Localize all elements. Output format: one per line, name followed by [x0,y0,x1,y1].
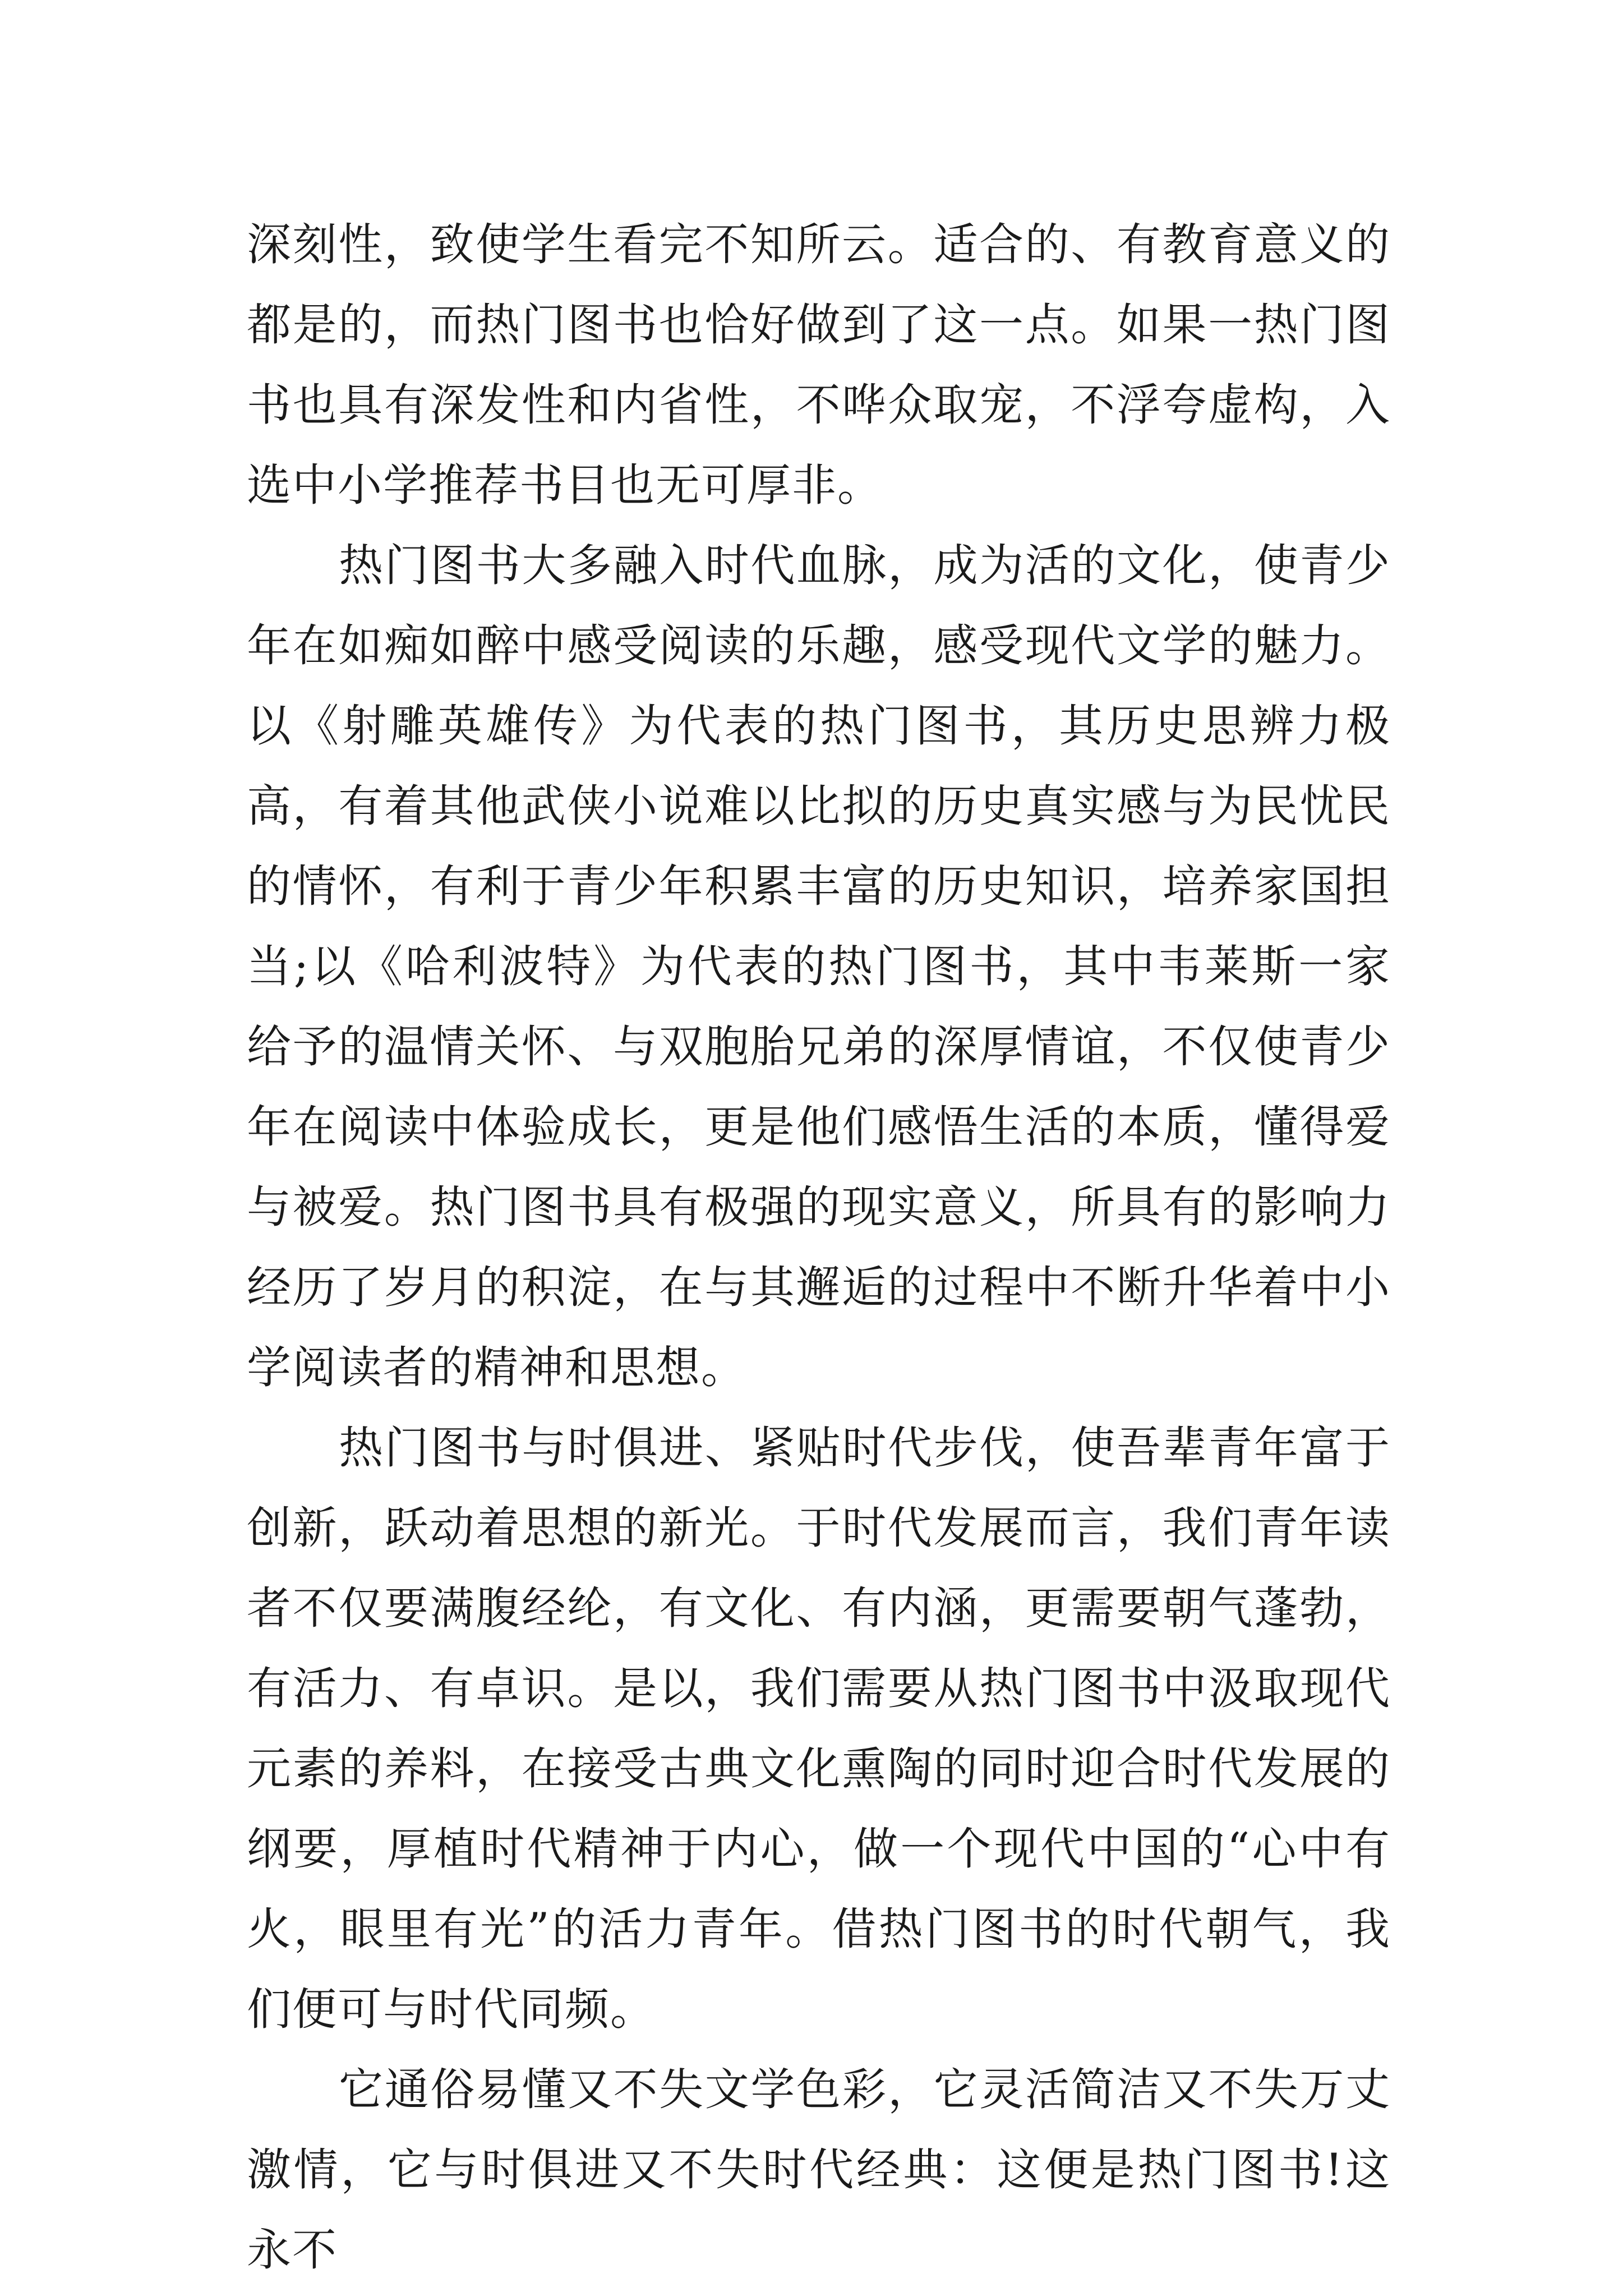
paragraph-4: 它通俗易懂又不失文学色彩，它灵活简洁又不失万丈激情，它与时俱进又不失时代经典：这便是热门图书!这永不 [247,2064,1391,2276]
paragraph-1: 深刻性，致使学生看完不知所云。适合的、有教育意义的都是的，而热门图书也恰好做到了这一点。如果一热门图书也具有深发性和内省性，不哗众取宠，不浮夸虚构，入选中小学推荐书目也无可厚非。 [247,219,1391,511]
paragraph-3: 热门图书与时俱进、紧贴时代步伐，使吾辈青年富于创新，跃动着思想的新光。于时代发展而言，我们青年读者不仅要满腹经纶，有文化、有内涵，更需要朝气蓬勃，有活力、有卓识。是以，我们需要从热门图书中汲取现代元素的养料，在接受古典文化熏陶的同时迎合时代发展的纲要，厚植时代精神于内心，做一个现代中国的“心中有火，眼里有光”的活力青年。借热门图书的时代朝气，我们便可与时代同频。 [247,1422,1391,2035]
body-text [247,205,1391,2290]
paragraph-2: 热门图书大多融入时代血脉，成为活的文化，使青少年在如痴如醉中感受阅读的乐趣，感受现代文学的魅力。以《射雕英雄传》为代表的热门图书，其历史思辨力极高，有着其他武侠小说难以比拟的历史真实感与为民忧民的情怀，有利于青少年积累丰富的历史知识，培养家国担当;以《哈利波特》为代表的热门图书，其中韦莱斯一家给予的温情关怀、与双胞胎兄弟的深厚情谊，不仅使青少年在阅读中体验成长，更是他们感悟生活的本质，懂得爱与被爱。热门图书具有极强的现实意义，所具有的影响力经历了岁月的积淀，在与其邂逅的过程中不断升华着中小学阅读者的精神和思想。 [247,540,1391,1393]
